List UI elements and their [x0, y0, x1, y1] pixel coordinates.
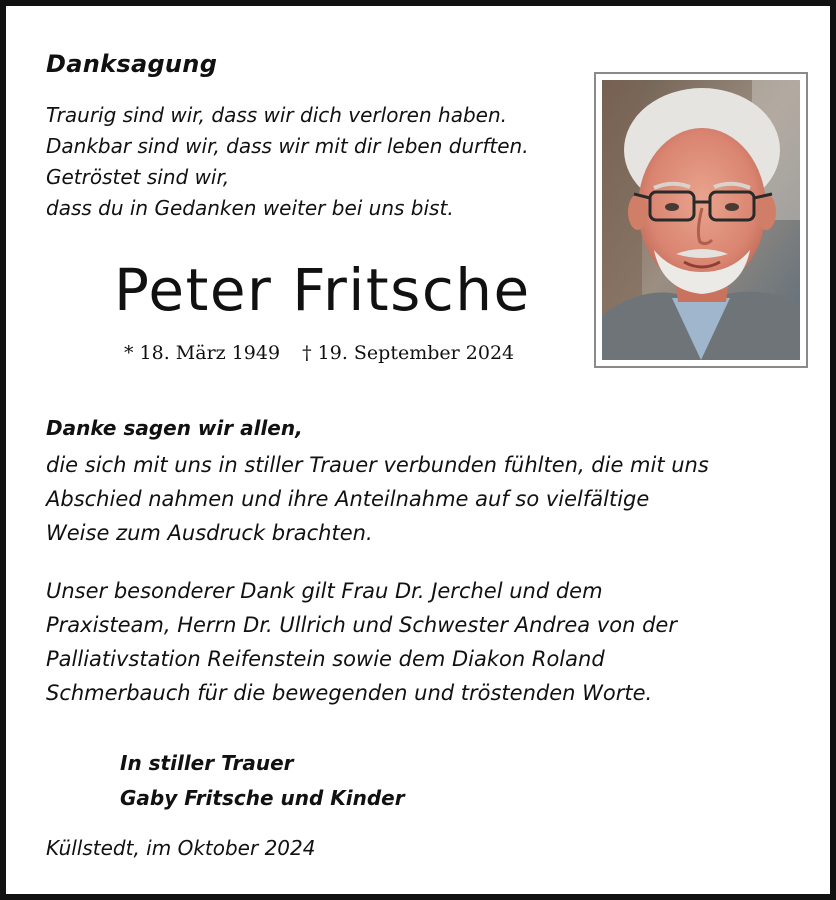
- thanks-heading: Danke sagen wir allen,: [46, 416, 303, 440]
- signature-line-mourning: In stiller Trauer: [120, 751, 294, 775]
- portrait-photo-frame: [594, 72, 808, 368]
- special-thanks-line: Schmerbauch für die bewegenden und tröstenden Worte.: [46, 681, 653, 705]
- birth-date: * 18. März 1949: [124, 342, 281, 364]
- place-and-date: Küllstedt, im Oktober 2024: [46, 836, 316, 860]
- verse-line: dass du in Gedanken weiter bei uns bist.: [46, 196, 454, 220]
- special-thanks-line: Unser besonderer Dank gilt Frau Dr. Jerchel und dem: [46, 579, 603, 603]
- death-date: † 19. September 2024: [302, 342, 515, 364]
- verse-line: Dankbar sind wir, dass wir mit dir leben durften.: [46, 134, 529, 158]
- verse-line: Getröstet sind wir,: [46, 165, 230, 189]
- signature-line-family: Gaby Fritsche und Kinder: [120, 786, 405, 810]
- portrait-photo: [602, 80, 800, 360]
- thanks-line: die sich mit uns in stiller Trauer verbunden fühlten, die mit uns: [46, 453, 709, 477]
- special-thanks-line: Palliativstation Reifenstein sowie dem Diakon Roland: [46, 647, 605, 671]
- memorial-verse: [46, 100, 529, 224]
- special-thanks-line: Praxisteam, Herrn Dr. Ullrich und Schwester Andrea von der: [46, 613, 677, 637]
- special-thanks-paragraph: [46, 574, 677, 710]
- thanks-line: Weise zum Ausdruck brachten.: [46, 521, 373, 545]
- signature-block: [120, 746, 405, 816]
- thanks-line: Abschied nahmen und ihre Anteilnahme auf so vielfältige: [46, 487, 650, 511]
- thanks-paragraph: [46, 448, 709, 550]
- notice-heading: Danksagung: [46, 50, 218, 78]
- verse-line: Traurig sind wir, dass wir dich verloren haben.: [46, 103, 507, 127]
- life-dates: [124, 342, 530, 364]
- deceased-name: Peter Fritsche: [114, 256, 531, 324]
